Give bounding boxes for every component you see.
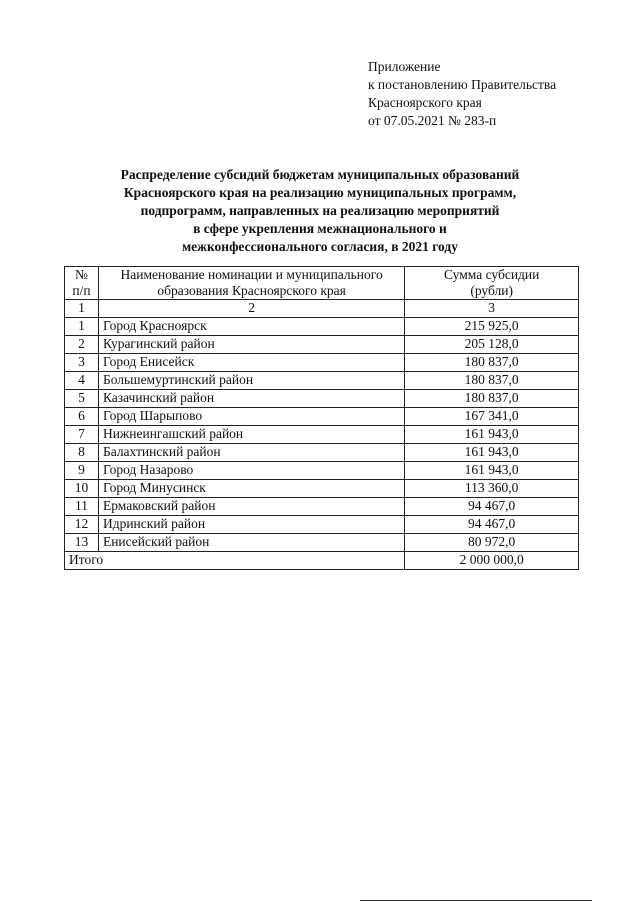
- appendix-line: к постановлению Правительства: [368, 77, 557, 92]
- row-number-cell: 12: [65, 516, 99, 534]
- row-sum-cell: 180 837,0: [405, 390, 579, 408]
- table-row: [65, 372, 579, 390]
- row-number-cell: 6: [65, 408, 99, 426]
- row-sum-cell: 180 837,0: [405, 354, 579, 372]
- table-row: [65, 480, 579, 498]
- row-sum-cell: 205 128,0: [405, 336, 579, 354]
- table-row: [65, 426, 579, 444]
- table-header-row: [65, 267, 579, 300]
- row-sum-cell: 161 943,0: [405, 426, 579, 444]
- row-number-cell: 4: [65, 372, 99, 390]
- row-number-cell: 3: [65, 354, 99, 372]
- header-sum-line: (рубли): [470, 283, 513, 298]
- title-line: Распределение субсидий бюджетам муниципальных образований: [120, 167, 520, 182]
- header-sum: [405, 267, 579, 300]
- title-line: Красноярского края на реализацию муниципальных программ,: [123, 185, 517, 200]
- row-number-cell: 8: [65, 444, 99, 462]
- column-index-cell: 2: [98, 300, 404, 318]
- row-name-cell: Город Енисейск: [98, 354, 404, 372]
- header-name-line: Наименование номинации и муниципального: [120, 267, 383, 282]
- row-sum-cell: 215 925,0: [405, 318, 579, 336]
- title-line: подпрограмм, направленных на реализацию мероприятий: [140, 203, 500, 218]
- row-name-cell: Балахтинский район: [98, 444, 404, 462]
- row-number-cell: 9: [65, 462, 99, 480]
- row-name-cell: Нижнеингашский район: [98, 426, 404, 444]
- table-row: [65, 408, 579, 426]
- row-sum-cell: 94 467,0: [405, 498, 579, 516]
- row-name-cell: Енисейский район: [98, 534, 404, 552]
- row-name-cell: Город Назарово: [98, 462, 404, 480]
- subsidy-table: [64, 266, 579, 570]
- row-name-cell: Идринский район: [98, 516, 404, 534]
- header-number-line: №: [75, 267, 88, 282]
- row-number-cell: 11: [65, 498, 99, 516]
- table-row: [65, 516, 579, 534]
- table-row: [65, 318, 579, 336]
- row-sum-cell: 80 972,0: [405, 534, 579, 552]
- table-row: [65, 534, 579, 552]
- row-number-cell: 1: [65, 318, 99, 336]
- table-row: [65, 354, 579, 372]
- appendix-block: [368, 58, 628, 130]
- table-row: [65, 390, 579, 408]
- title-line: межконфессионального согласия, в 2021 году: [181, 239, 459, 254]
- appendix-line: Приложение: [368, 59, 441, 74]
- header-name: [98, 267, 404, 300]
- row-number-cell: 5: [65, 390, 99, 408]
- header-number: [65, 267, 99, 300]
- total-row: [65, 552, 579, 570]
- column-index-cell: 3: [405, 300, 579, 318]
- title-line: в сфере укрепления межнационального и: [193, 221, 447, 236]
- appendix-date-line: от 07.05.2021 № 283-п: [368, 113, 497, 128]
- table-row: [65, 336, 579, 354]
- row-sum-cell: 161 943,0: [405, 462, 579, 480]
- appendix-line: Красноярского края: [368, 95, 482, 110]
- row-number-cell: 7: [65, 426, 99, 444]
- header-name-line: образования Красноярского края: [157, 283, 346, 298]
- row-name-cell: Город Шарыпово: [98, 408, 404, 426]
- row-number-cell: 10: [65, 480, 99, 498]
- row-name-cell: Большемуртинский район: [98, 372, 404, 390]
- row-sum-cell: 113 360,0: [405, 480, 579, 498]
- row-sum-cell: 167 341,0: [405, 408, 579, 426]
- document-title: [70, 166, 570, 256]
- row-name-cell: Ермаковский район: [98, 498, 404, 516]
- row-sum-cell: 161 943,0: [405, 444, 579, 462]
- column-index-cell: 1: [65, 300, 99, 318]
- table-row: [65, 498, 579, 516]
- row-name-cell: Казачинский район: [98, 390, 404, 408]
- table-row: [65, 462, 579, 480]
- row-sum-cell: 180 837,0: [405, 372, 579, 390]
- row-name-cell: Курагинский район: [98, 336, 404, 354]
- row-number-cell: 2: [65, 336, 99, 354]
- header-number-line: п/п: [72, 283, 91, 298]
- row-name-cell: Город Минусинск: [98, 480, 404, 498]
- column-index-row: [65, 300, 579, 318]
- row-sum-cell: 94 467,0: [405, 516, 579, 534]
- header-sum-line: Сумма субсидии: [443, 267, 540, 282]
- total-sum: 2 000 000,0: [405, 552, 579, 570]
- page-bottom-rule: [360, 900, 592, 901]
- row-name-cell: Город Красноярск: [98, 318, 404, 336]
- total-label: Итого: [65, 552, 405, 570]
- row-number-cell: 13: [65, 534, 99, 552]
- table-row: [65, 444, 579, 462]
